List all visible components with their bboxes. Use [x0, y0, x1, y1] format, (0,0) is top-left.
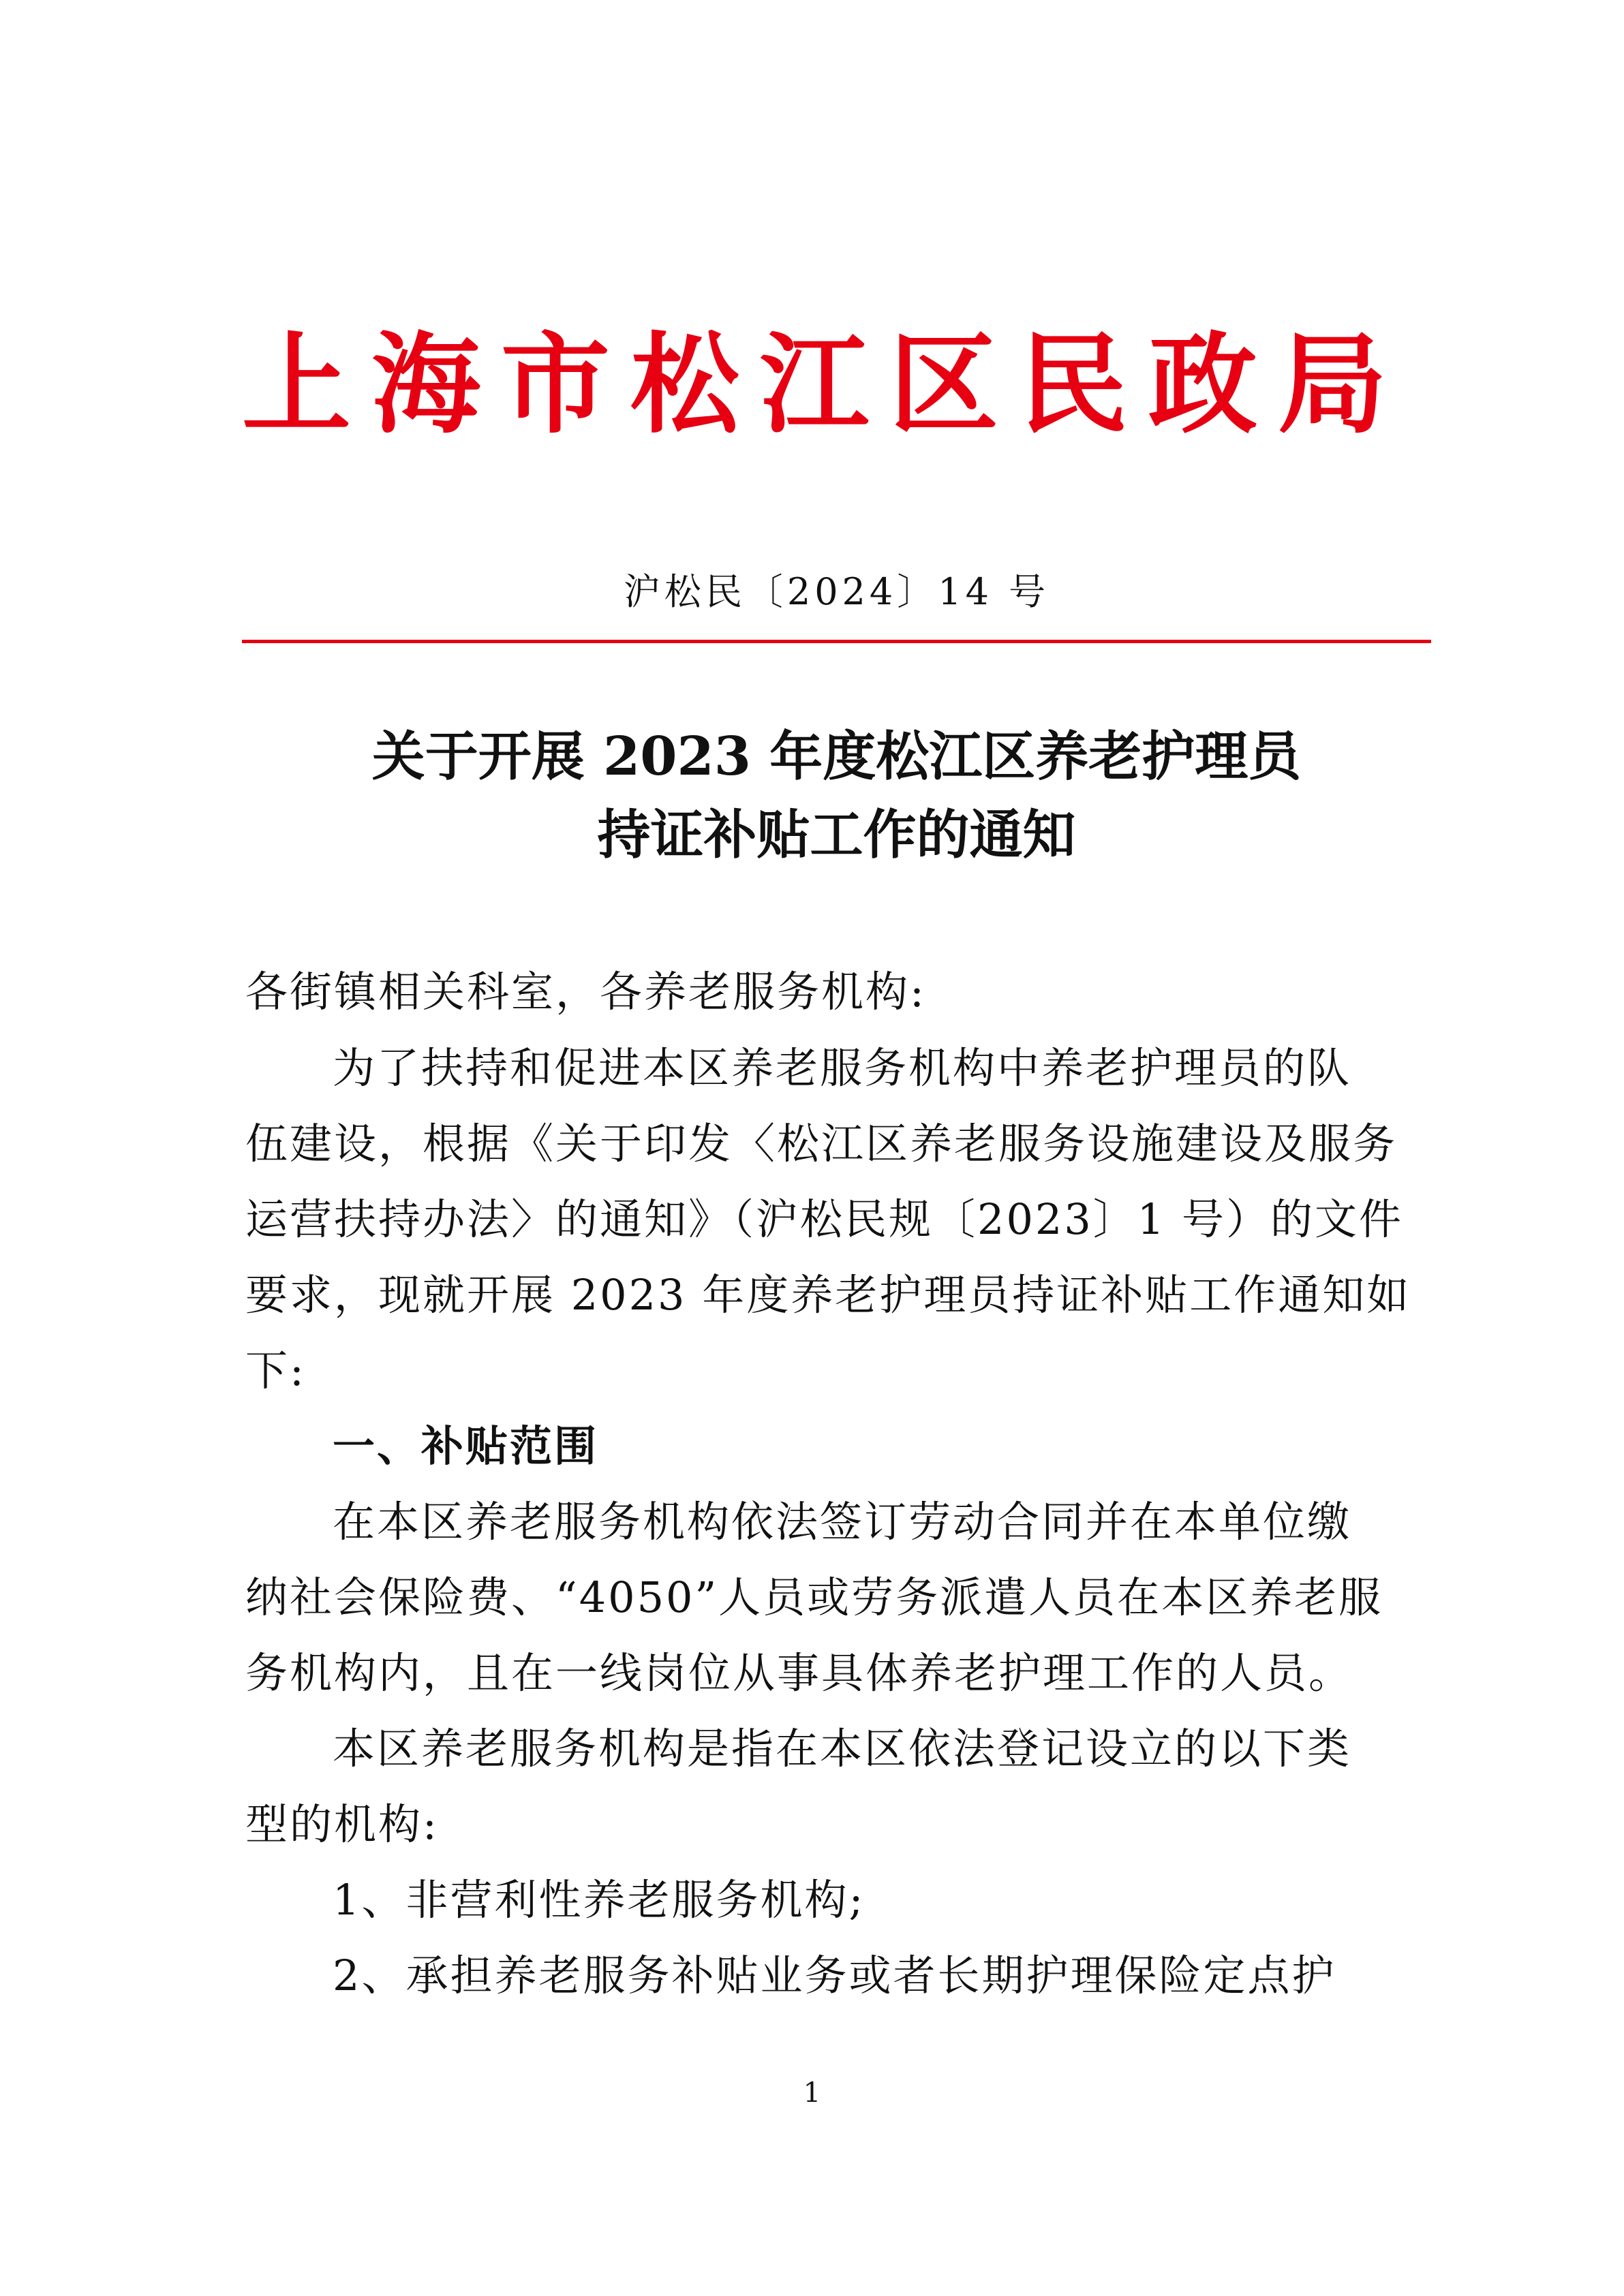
section-heading: 一、补贴范围: [333, 1421, 599, 1471]
document-title-line-1: 关于开展 2023 年度松江区养老护理员: [371, 726, 1302, 788]
masthead-char: 局: [1277, 321, 1387, 448]
masthead-title: [242, 320, 1387, 450]
paragraph-line: 在本区养老服务机构依法签订劳动合同并在本单位缴: [333, 1497, 1352, 1547]
masthead-char: 民: [1018, 321, 1128, 448]
paragraph-line: 运营扶持办法〉的通知》（沪松民规〔2023〕1 号）的文件: [245, 1194, 1403, 1244]
paragraph-line: 伍建设，根据《关于印发〈松江区养老服务设施建设及服务: [245, 1119, 1398, 1168]
red-divider-line: [242, 640, 1431, 643]
paragraph-line: 纳社会保险费、“4050”人员或劳务派遣人员在本区养老服: [245, 1572, 1383, 1622]
masthead-char: 区: [889, 321, 998, 448]
paragraph-line: 型的机构:: [245, 1799, 439, 1849]
masthead-char: 江: [759, 321, 869, 448]
list-item: 2、承担养老服务补贴业务或者长期护理保险定点护: [333, 1951, 1336, 2000]
masthead-char: 政: [1148, 321, 1257, 448]
masthead-char: 市: [500, 321, 610, 448]
paragraph-line: 为了扶持和促进本区养老服务机构中养老护理员的队: [333, 1043, 1352, 1093]
paragraph-line: 要求，现就开展 2023 年度养老护理员持证补贴工作通知如: [245, 1270, 1411, 1320]
document-title-line-2: 持证补贴工作的通知: [597, 804, 1076, 866]
salutation: 各街镇相关科室，各养老服务机构:: [245, 967, 926, 1017]
page-number: 1: [803, 2077, 821, 2109]
masthead-char: 松: [630, 321, 739, 448]
document-number: 沪松民〔2024〕14 号: [623, 570, 1050, 613]
paragraph-line: 下:: [245, 1346, 306, 1395]
paragraph-line: 务机构内，且在一线岗位从事具体养老护理工作的人员。: [245, 1648, 1353, 1698]
masthead-char: 海: [371, 321, 480, 448]
paragraph-line: 本区养老服务机构是指在本区依法登记设立的以下类: [333, 1724, 1352, 1773]
masthead-char: 上: [242, 321, 352, 448]
list-item: 1、非营利性养老服务机构;: [333, 1875, 865, 1925]
